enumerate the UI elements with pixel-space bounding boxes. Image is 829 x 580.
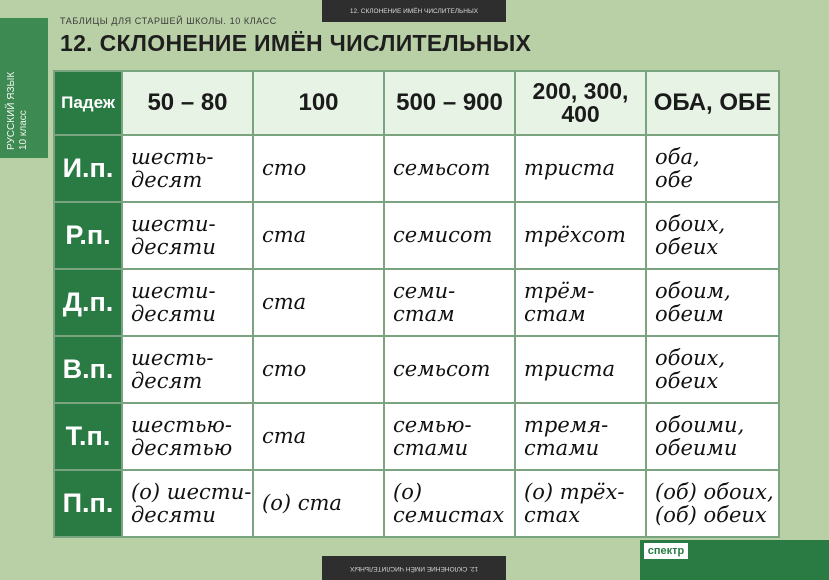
table-cell: ста: [253, 403, 384, 470]
corner-header: Падеж: [54, 71, 122, 135]
case-label: П.п.: [54, 470, 122, 537]
column-header: 200, 300, 400: [515, 71, 646, 135]
table-cell: триста: [515, 336, 646, 403]
top-tab: [322, 0, 506, 22]
table-cell: семи- стам: [384, 269, 515, 336]
table-row: [54, 403, 779, 470]
subject-name: РУССКИЙ ЯЗЫК: [6, 71, 17, 150]
table-cell: (об) обоих, (об) обеих: [646, 470, 779, 537]
case-label: Р.п.: [54, 202, 122, 269]
table-row: [54, 269, 779, 336]
case-label: Т.п.: [54, 403, 122, 470]
table-cell: (о) шести- десяти: [122, 470, 253, 537]
column-header: 100: [253, 71, 384, 135]
subject-sidebar: [0, 18, 48, 158]
table-cell: трёхсот: [515, 202, 646, 269]
table-row: [54, 336, 779, 403]
declension-table: [53, 70, 780, 538]
table-cell: (о) семистах: [384, 470, 515, 537]
table-cell: (о) трёх- стах: [515, 470, 646, 537]
case-label: В.п.: [54, 336, 122, 403]
top-tab-label: 12. СКЛОНЕНИЕ ИМЁН ЧИСЛИТЕЛЬНЫХ: [349, 7, 479, 15]
column-header: 50 – 80: [122, 71, 253, 135]
table-cell: семьсот: [384, 336, 515, 403]
subject-label: [6, 72, 30, 150]
series-label: ТАБЛИЦЫ ДЛЯ СТАРШЕЙ ШКОЛЫ. 10 КЛАСС: [60, 16, 277, 26]
bottom-tab-label: 12. СКЛОНЕНИЕ ИМЁН ЧИСЛИТЕЛЬНЫХ: [349, 564, 479, 572]
table-cell: тремя- стами: [515, 403, 646, 470]
bottom-tab: [322, 556, 506, 580]
page-title: 12. СКЛОНЕНИЕ ИМЁН ЧИСЛИТЕЛЬНЫХ: [60, 30, 532, 56]
table-cell: шесть- десят: [122, 135, 253, 202]
case-label: Д.п.: [54, 269, 122, 336]
table-cell: сто: [253, 336, 384, 403]
table-row: [54, 202, 779, 269]
column-header: ОБА, ОБЕ: [646, 71, 779, 135]
table-cell: триста: [515, 135, 646, 202]
table-cell: сто: [253, 135, 384, 202]
table-cell: семисот: [384, 202, 515, 269]
header-row: [54, 71, 779, 135]
table-cell: трём- стам: [515, 269, 646, 336]
table-row: [54, 470, 779, 537]
table-cell: обоими, обеими: [646, 403, 779, 470]
publisher-logo: спектр: [644, 543, 688, 559]
table-cell: (о) ста: [253, 470, 384, 537]
case-label: И.п.: [54, 135, 122, 202]
table-cell: семью- стами: [384, 403, 515, 470]
table-cell: обоих, обеих: [646, 202, 779, 269]
grade-name: 10 класс: [18, 110, 29, 150]
declension-table-panel: [53, 70, 778, 537]
table-cell: ста: [253, 202, 384, 269]
column-header: 500 – 900: [384, 71, 515, 135]
table-cell: оба, обе: [646, 135, 779, 202]
table-cell: семьсот: [384, 135, 515, 202]
table-cell: ста: [253, 269, 384, 336]
table-cell: шесть- десят: [122, 336, 253, 403]
table-cell: шести- десяти: [122, 202, 253, 269]
table-cell: шести- десяти: [122, 269, 253, 336]
table-cell: обоим, обеим: [646, 269, 779, 336]
table-row: [54, 135, 779, 202]
table-cell: обоих, обеих: [646, 336, 779, 403]
table-cell: шестью- десятью: [122, 403, 253, 470]
